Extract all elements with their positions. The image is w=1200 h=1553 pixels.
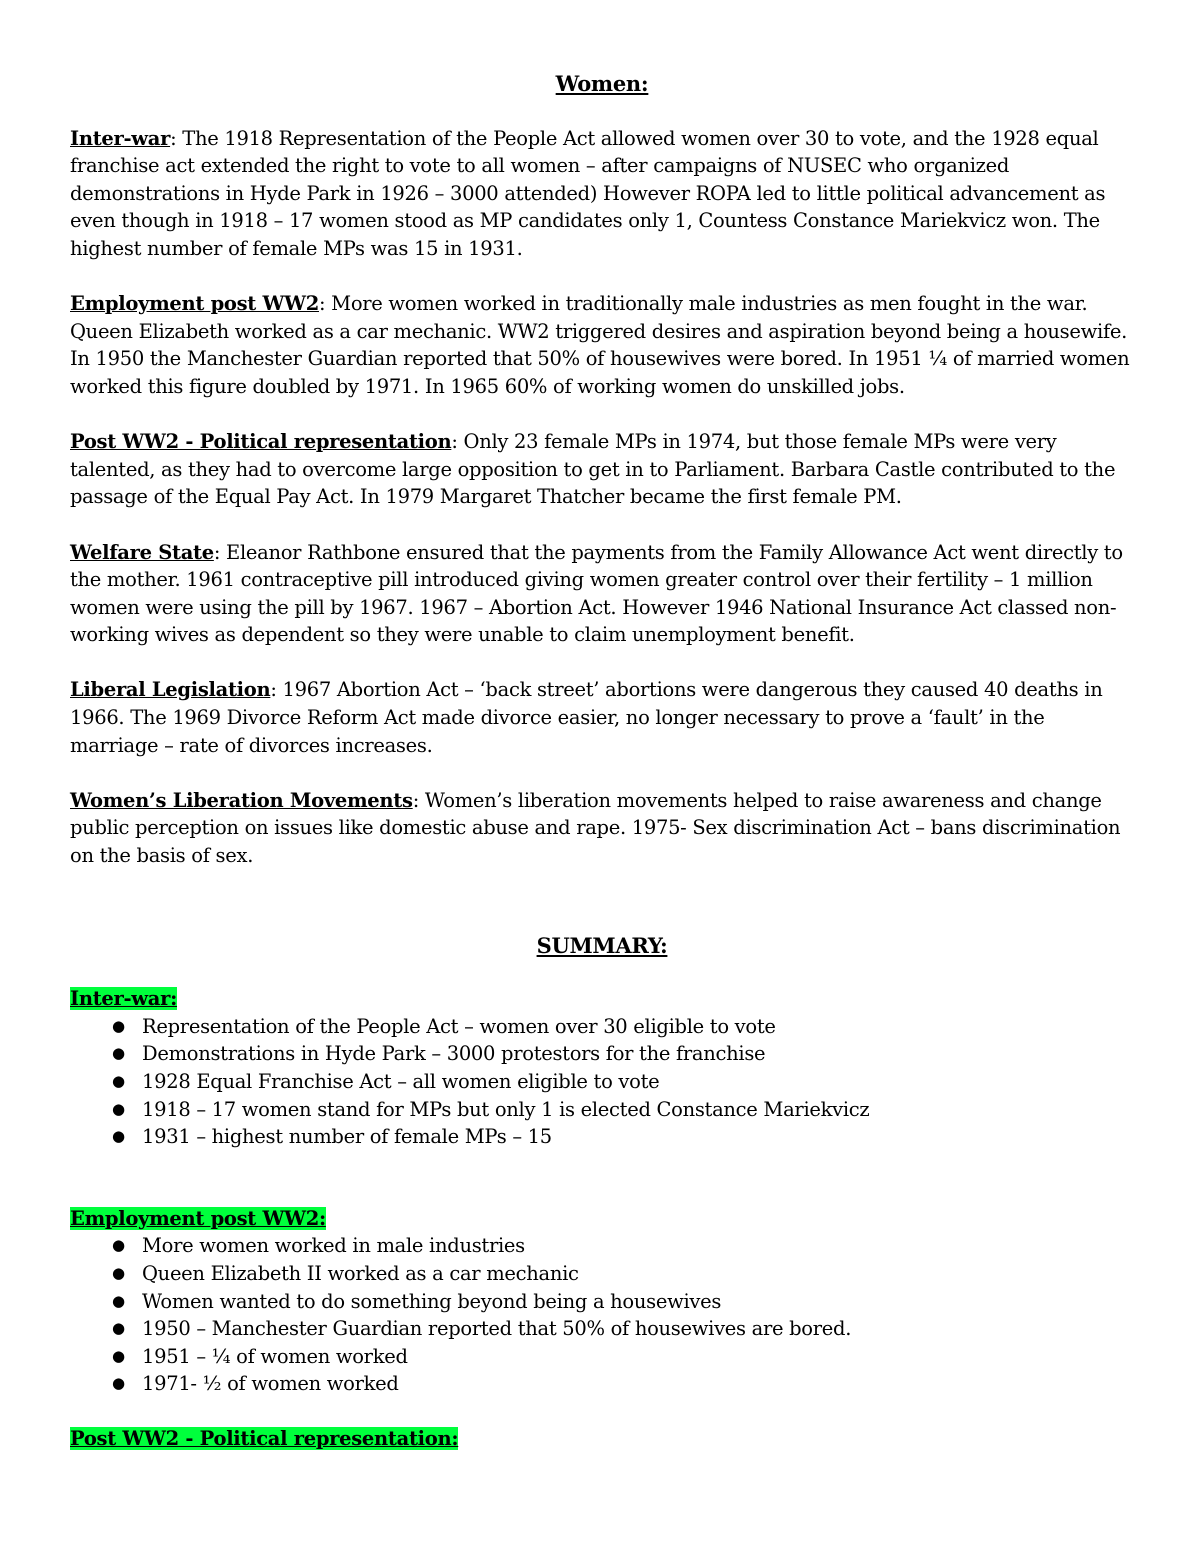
paragraph-liberal-legislation <box>70 676 1134 759</box>
paragraph-label: Liberal Legislation <box>70 678 271 702</box>
list-item-text: 1950 – Manchester Guardian reported that 50% of housewives are bored. <box>142 1317 852 1341</box>
list-item-text: 1951 – ¼ of women worked <box>142 1344 408 1368</box>
list-item-text: Queen Elizabeth II worked as a car mechanic <box>142 1261 579 1285</box>
paragraph-liberation-movements <box>70 787 1134 870</box>
bullet-icon: ● <box>112 1072 125 1090</box>
summary-section-political-representation <box>70 1425 1134 1453</box>
bullet-icon: ● <box>112 1099 125 1118</box>
summary-list <box>70 1232 1134 1398</box>
list-item <box>70 1370 1134 1398</box>
list-item-text: 1931 – highest number of female MPs – 15 <box>142 1125 552 1149</box>
list-item-text: Demonstrations in Hyde Park – 3000 protestors for the franchise <box>142 1042 766 1066</box>
list-item <box>70 1040 1134 1068</box>
list-item-text: 1971- ½ of women worked <box>142 1372 399 1396</box>
list-item-text: Representation of the People Act – women over 30 eligible to vote <box>142 1014 776 1038</box>
bullet-icon: ● <box>112 1374 125 1393</box>
paragraph-welfare-state <box>70 539 1134 649</box>
paragraph-label: Women’s Liberation Movements <box>70 788 413 812</box>
paragraph-inter-war <box>70 125 1134 263</box>
paragraph-text: : 1967 Abortion Act – ‘back street’ abortions were dangerous they caused 40 deaths in 1966. The 1969 Divorce Reform Act made divorce easier, no longer necessary to prove a ‘fault’ in the marriage – rate of divorces increases. <box>70 678 1103 757</box>
summary-heading-text: Employment post WW2: <box>70 1206 326 1230</box>
paragraph-label: Inter-war <box>70 126 171 150</box>
summary-heading <box>70 1205 1134 1233</box>
list-item <box>70 1343 1134 1371</box>
paragraph-text: : Eleanor Rathbone ensured that the payments from the Family Allowance Act went directly to the mother. 1961 contraceptive pill introduced giving women greater control over their fertility – 1 million women were using the pill by 1967. 1967 – Abortion Act. However 1946 National Insurance Act classed non-working wives as dependent so they were unable to claim unemployment benefit. <box>70 540 1123 647</box>
summary-heading <box>70 1425 1134 1453</box>
bullet-icon: ● <box>112 1236 125 1255</box>
summary-heading-text: Inter-war: <box>70 987 177 1011</box>
document-page <box>70 70 1134 1453</box>
summary-title: SUMMARY: <box>536 932 668 958</box>
paragraph-label: Welfare State <box>70 540 214 564</box>
summary-heading-text: Post WW2 - Political representation: <box>70 1426 459 1450</box>
list-item-text: 1928 Equal Franchise Act – all women eligible to vote <box>142 1070 660 1093</box>
bullet-icon: ● <box>112 1263 125 1282</box>
list-item <box>70 1013 1134 1041</box>
list-item <box>70 1260 1134 1288</box>
list-item-text: More women worked in male industries <box>142 1234 525 1258</box>
paragraph-employment <box>70 290 1134 400</box>
paragraph-text: : Only 23 female MPs in 1974, but those female MPs were very talented, as they had to overcome large opposition to get in to Parliament. Barbara Castle contributed to the passage of the Equal Pay Act. In 1979 Margaret Thatcher became the first female PM. <box>70 430 1116 509</box>
document-title: Women: <box>555 71 649 96</box>
list-item <box>70 1288 1134 1316</box>
paragraph-label: Employment post WW2 <box>70 292 319 316</box>
paragraph-text: : Women’s liberation movements helped to raise awareness and change public perception on issues like domestic abuse and rape. 1975- Sex discrimination Act – bans discrimination on the basis of sex. <box>70 788 1121 868</box>
list-item-text: Women wanted to do something beyond being a housewives <box>142 1289 722 1313</box>
summary-list <box>70 1013 1134 1151</box>
summary-section-inter-war <box>70 985 1134 1151</box>
paragraph-text: : More women worked in traditionally male industries as men fought in the war. Queen Elizabeth worked as a car mechanic. WW2 triggered desires and aspiration beyond being a housewife. In 1950 the Manchester Guardian reported that 50% of housewives were bored. In 1951 ¼ of married women worked this figure doubled by 1971. In 1965 60% of working women do unskilled jobs. <box>70 292 1130 398</box>
summary-heading <box>70 985 1134 1013</box>
summary-section-employment <box>70 1205 1134 1398</box>
list-item-text: 1918 – 17 women stand for MPs but only 1 is elected Constance Mariekvicz <box>142 1097 870 1121</box>
bullet-icon: ● <box>112 1319 125 1338</box>
paragraph-label: Post WW2 - Political representation <box>70 430 452 454</box>
bullet-icon: ● <box>112 1291 125 1310</box>
bullet-icon: ● <box>112 1044 125 1063</box>
bullet-icon: ● <box>112 1346 125 1365</box>
list-item <box>70 1096 1134 1124</box>
list-item <box>70 1232 1134 1260</box>
paragraph-text: : The 1918 Representation of the People Act allowed women over 30 to vote, and the 1928 equal franchise act extended the right to vote to all women – after campaigns of NUSEC who organized demonstrations in Hyde Park in 1926 – 3000 attended) However ROPA led to little political advancement as even though in 1918 – 17 women stood as MP candidates only 1, Countess Constance Mariekvicz won. The highest number of female MPs was 15 in 1931. <box>70 126 1106 260</box>
bullet-icon: ● <box>112 1127 125 1146</box>
bullet-icon: ● <box>112 1016 125 1035</box>
paragraph-political-representation <box>70 428 1134 511</box>
list-item <box>70 1068 1134 1096</box>
list-item <box>70 1315 1134 1343</box>
list-item <box>70 1123 1134 1151</box>
